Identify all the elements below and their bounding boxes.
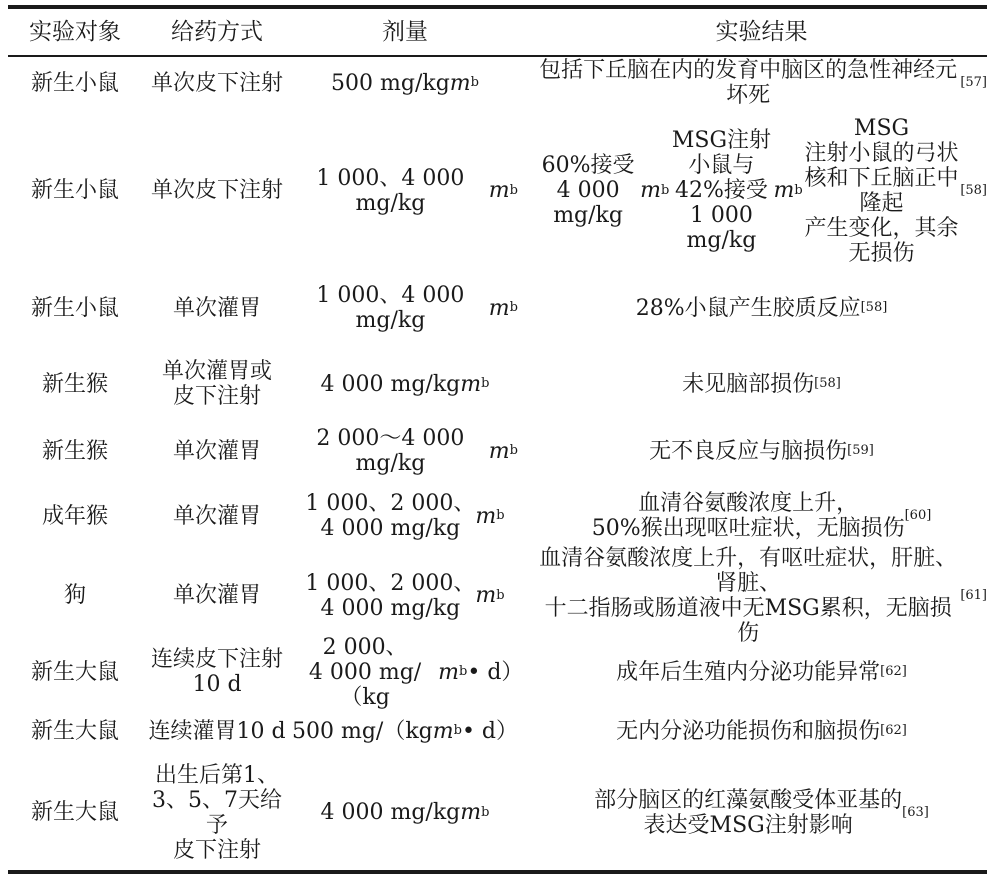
cell-result: 28%小鼠产生胶质反应 [58] [635,295,888,321]
cell-result: 成年后生殖内分泌功能异常 [62] [616,659,907,685]
table-row [8,57,987,109]
header-subject: 实验对象 [29,18,121,45]
header-dose: 剂量 [382,18,428,45]
table-row [8,634,987,710]
table-row [8,545,987,646]
cell-dose: 500 mg/kg m b [331,70,479,96]
cell-dose: 1 000、2 000、 4 000 mg/kg m b [305,570,505,621]
cell-dose: 2 000、 4 000 mg/（kg m b • d） [308,634,524,710]
cell-dose: 4 000 mg/kg m b [320,371,490,397]
cell-dose: 2 000～4 000 mg/kg m b [316,426,518,476]
cell-method: 单次灌胃或 皮下注射 [161,359,272,409]
table-header [8,9,987,55]
cell-method: 单次灌胃 [172,583,261,608]
table-row [8,424,987,478]
table-row [8,272,987,344]
header-method: 给药方式 [171,18,263,45]
cell-method: 出生后第1、 3、5、7天给予 皮下注射 [152,762,282,863]
data-table [8,5,987,874]
table-bottom-rule [8,870,987,874]
cell-subject: 狗 [63,583,86,608]
cell-result: 部分脑区的红藻氨酸受体亚基的 表达受MSG注射影响 [63] [594,787,929,838]
cell-subject: 新生小鼠 [30,70,119,96]
cell-subject: 新生大鼠 [30,718,119,744]
cell-subject: 新生大鼠 [30,800,119,825]
table-row [8,344,987,424]
cell-subject: 新生猴 [41,438,108,464]
table-row [8,707,987,755]
cell-result: 血清谷氨酸浓度上升，有呕吐症状，肝脏、肾脏、 十二指肠或肠道液中无MSG累积，无脑损伤 [61] [539,545,987,646]
cell-subject: 新生猴 [41,371,108,397]
cell-method: 单次灌胃 [172,503,261,529]
cell-result: 无不良反应与脑损伤 [59] [649,438,874,464]
cell-subject: 新生大鼠 [30,659,119,685]
cell-result: 60%接受4 000 mg/kg m b MSG注射小鼠与 42%接受1 000 mg/kg m b MSG 注射小鼠的弓状核和下丘脑正中隆起 产生变化，其余无损伤 [58] [541,115,987,266]
cell-method: 单次皮下注射 [150,70,283,96]
cell-subject: 新生小鼠 [30,178,119,203]
cell-method: 单次皮下注射 [150,178,283,203]
cell-result: 无内分泌功能损伤和脑损伤 [62] [616,718,907,744]
cell-dose: 4 000 mg/kg m b [320,800,490,825]
cell-method: 单次灌胃 [172,438,261,464]
cell-dose: 500 mg/（kg m b • d） [292,718,519,744]
cell-dose: 1 000、2 000、 4 000 mg/kg m b [305,491,505,541]
table-row [8,478,987,554]
table-row [8,109,987,272]
cell-dose: 1 000、4 000 mg/kg m b [316,283,518,333]
cell-method: 连续皮下注射 10 d [150,647,283,697]
cell-subject: 成年猴 [41,503,108,529]
cell-dose: 1 000、4 000 mg/kg m b [316,165,518,216]
cell-method: 连续灌胃10 d [148,718,286,744]
table-row [8,755,987,870]
cell-result: 血清谷氨酸浓度上升， 50%猴出现呕吐症状，无脑损伤 [60] [591,491,932,541]
table-body [8,57,987,870]
cell-method: 单次灌胃 [172,295,261,321]
cell-result: 包括下丘脑在内的发育中脑区的急性神经元坏死 [57] [539,58,987,108]
header-result: 实验结果 [715,18,808,45]
cell-result: 未见脑部损伤 [58] [682,371,841,397]
cell-subject: 新生小鼠 [30,295,119,321]
